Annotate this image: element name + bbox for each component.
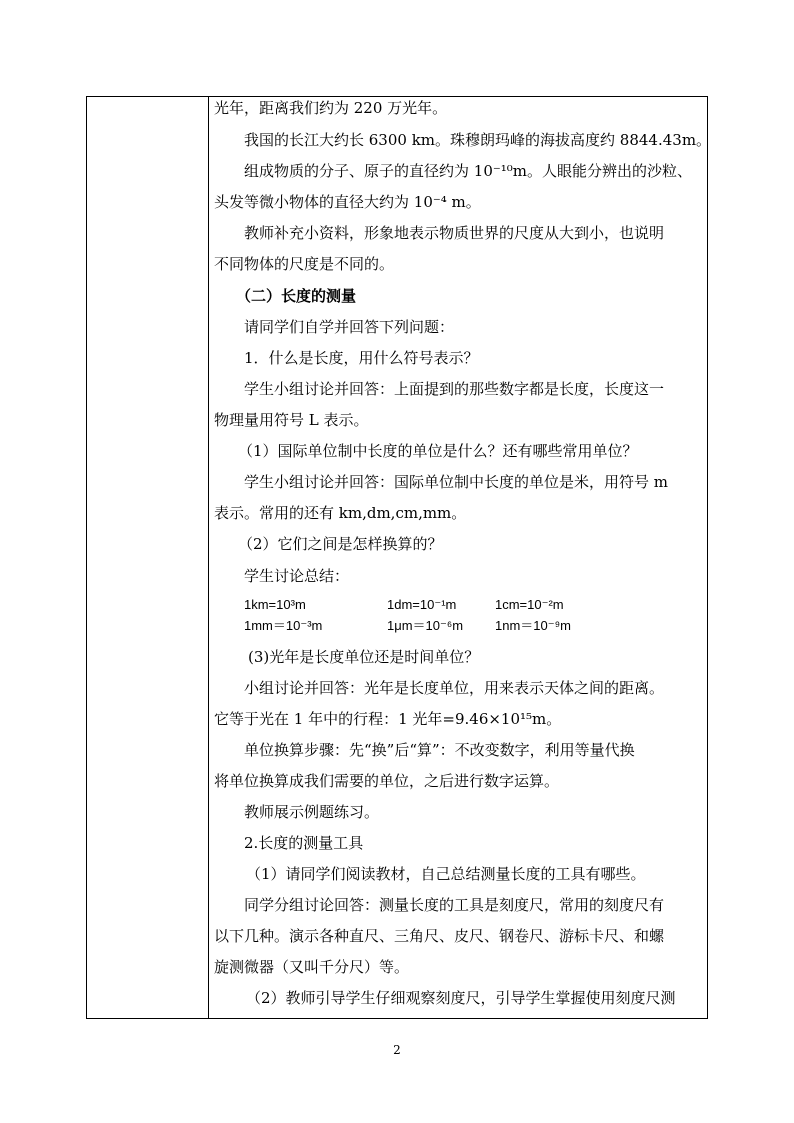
unit-conversion: 1cm=10⁻²m [495,597,564,612]
text-line: 光年，距离我们约为 220 万光年。 [214,99,448,117]
column-divider [208,97,209,1018]
page-number: 2 [393,1043,401,1057]
text-line: （1）请同学们阅读教材，自己总结测量长度的工具有哪些。 [246,865,646,883]
text-line: 表示。常用的还有 km,dm,cm,mm。 [214,504,467,522]
text-line: （1）国际单位制中长度的单位是什么？还有哪些常用单位？ [238,442,638,460]
unit-conversion: 1dm=10⁻¹m [387,597,457,612]
text-line: （2）它们之间是怎样换算的？ [238,535,443,553]
section-heading: （二）长度的测量 [236,287,357,305]
text-line: 学生小组讨论并回答：上面提到的那些数字都是长度，长度这一 [244,380,665,398]
text-line: 我国的长江大约长 6300 km。珠穆朗玛峰的海拔高度约 8844.43m。 [244,131,712,149]
text-line: 头发等微小物体的直径大约为 10⁻⁴ m。 [214,193,481,211]
text-line: 不同物体的尺度是不同的。 [214,255,395,273]
text-line: 请同学们自学并回答下列问题： [244,318,455,336]
text-line: 将单位换算成我们需要的单位，之后进行数字运算。 [214,772,560,790]
text-line: 教师补充小资料，形象地表示物质世界的尺度从大到小，也说明 [244,224,665,242]
unit-conversion: 1mm＝10⁻³m [244,618,323,633]
text-line: 教师展示例题练习。 [244,803,380,821]
text-line: (3)光年是长度单位还是时间单位？ [248,648,480,666]
text-line: 物理量用符号 L 表示。 [214,411,369,429]
text-line: 单位换算步骤：先“换”后“算”：不改变数字，利用等量代换 [244,741,635,759]
unit-conversion: 1km=10³m [244,597,306,612]
text-line: 小组讨论并回答：光年是长度单位，用来表示天体之间的距离。 [244,679,665,697]
text-line: （2）教师引导学生仔细观察刻度尺，引导学生掌握使用刻度尺测 [246,989,676,1007]
text-line: 2.长度的测量工具 [244,834,364,852]
text-line: 学生小组讨论并回答：国际单位制中长度的单位是米，用符号 m [244,473,668,491]
text-line: 以下几种。演示各种直尺、三角尺、皮尺、钢卷尺、游标卡尺、和螺 [214,927,665,945]
text-line: 组成物质的分子、原子的直径约为 10⁻¹⁰m。人眼能分辨出的沙粒、 [244,162,693,180]
unit-conversion: 1μm＝10⁻⁶m [387,618,464,633]
text-line: 学生讨论总结： [244,567,350,585]
text-line: 1．什么是长度，用什么符号表示？ [244,349,479,367]
text-line: 它等于光在 1 年中的行程：1 光年=9.46×10¹⁵m。 [214,710,562,728]
unit-conversion: 1nm＝10⁻⁹m [495,618,572,633]
text-line: 同学分组讨论回答：测量长度的工具是刻度尺，常用的刻度尺有 [244,896,665,914]
text-line: 旋测微器（又叫千分尺）等。 [214,958,410,976]
